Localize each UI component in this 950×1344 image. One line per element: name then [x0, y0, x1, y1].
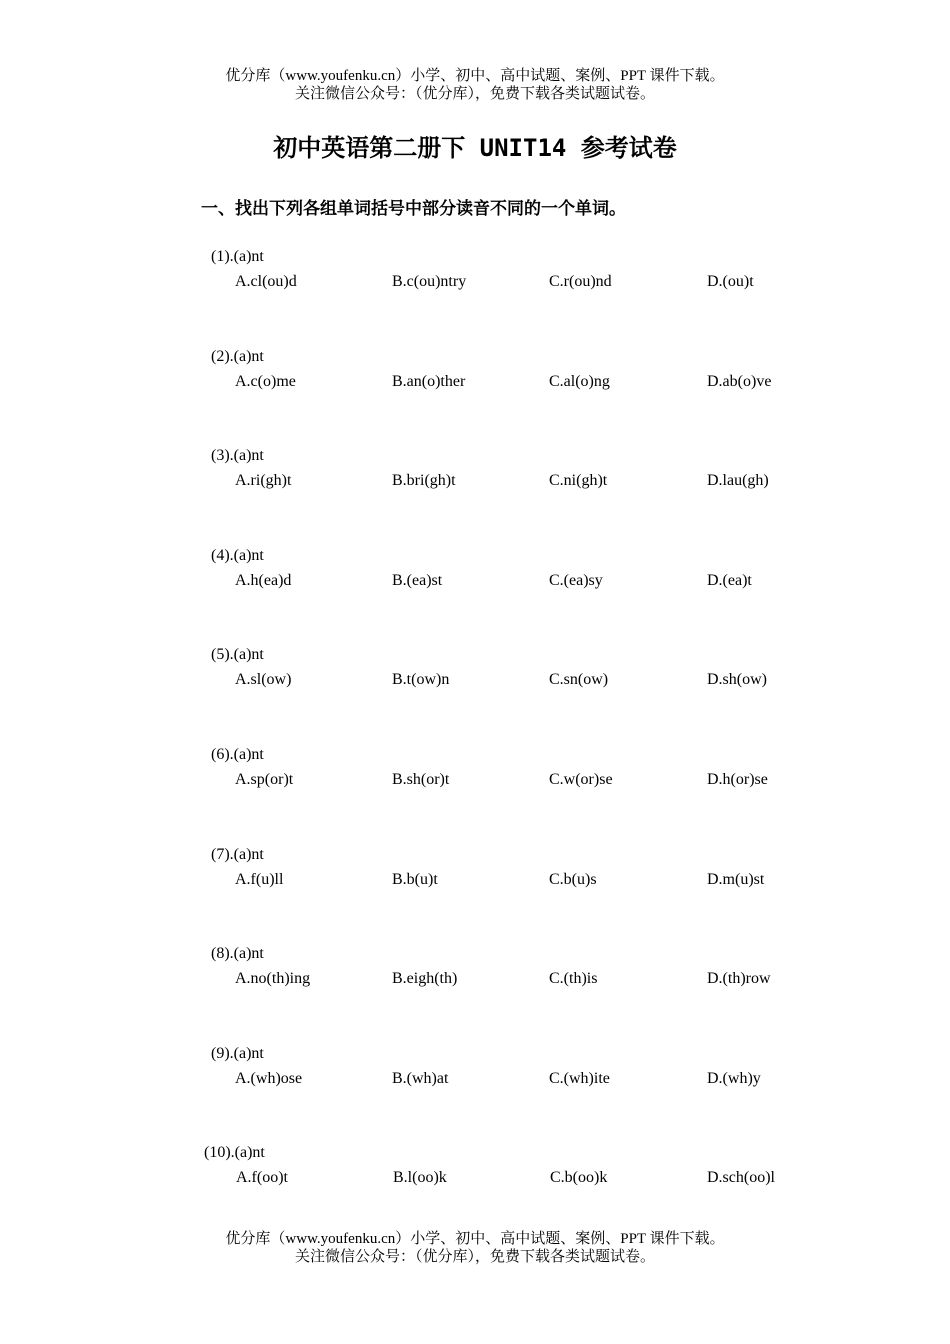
option-a: A.(wh)ose [235, 1070, 303, 1087]
option-a: A.f(u)ll [235, 871, 284, 888]
option-b: B.eigh(th) [392, 970, 458, 987]
question-number: (2).(a)nt [211, 348, 264, 365]
option-c: C.al(o)ng [549, 373, 610, 390]
question-number: (7).(a)nt [211, 846, 264, 863]
question-number: (4).(a)nt [211, 547, 264, 564]
question-number: (1).(a)nt [211, 248, 264, 265]
option-d: D.sh(ow) [707, 671, 767, 688]
header-line-2: 关注微信公众号：（优分库），免费下载各类试题试卷。 [294, 86, 655, 102]
option-c: C.(th)is [549, 970, 598, 987]
option-a: A.sp(or)t [235, 771, 294, 788]
question-item [0, 845, 950, 905]
option-d: D.(ou)t [707, 273, 754, 290]
question-item [0, 1143, 950, 1203]
option-c: C.sn(ow) [549, 671, 609, 688]
question-item [0, 645, 950, 705]
option-a: A.h(ea)d [235, 572, 292, 589]
option-d: D.(wh)y [707, 1070, 761, 1087]
option-c: C.(wh)ite [549, 1070, 610, 1087]
option-c: C.b(u)s [549, 871, 597, 888]
footer-line-2: 关注微信公众号：（优分库），免费下载各类试题试卷。 [294, 1249, 655, 1265]
option-b: B.(ea)st [392, 572, 443, 589]
footer-line-1: 优分库（www.youfenku.cn）小学、初中、高中试题、案例、PPT 课件下载。 [225, 1231, 725, 1247]
question-item [0, 745, 950, 805]
section-heading: 一、找出下列各组单词括号中部分读音不同的一个单词。 [201, 199, 626, 219]
option-b: B.(wh)at [392, 1070, 449, 1087]
option-d: D.m(u)st [707, 871, 765, 888]
option-c: C.b(oo)k [550, 1169, 608, 1186]
option-a: A.cl(ou)d [235, 273, 297, 290]
option-b: B.b(u)t [392, 871, 438, 888]
question-number: (5).(a)nt [211, 646, 264, 663]
option-b: B.sh(or)t [392, 771, 450, 788]
option-d: D.(ea)t [707, 572, 752, 589]
option-a: A.no(th)ing [235, 970, 311, 987]
page-title: 初中英语第二册下 UNIT14 参考试卷 [273, 134, 677, 162]
question-number: (8).(a)nt [211, 945, 264, 962]
header-line-1: 优分库（www.youfenku.cn）小学、初中、高中试题、案例、PPT 课件下载。 [225, 68, 725, 84]
option-d: D.sch(oo)l [707, 1169, 775, 1186]
option-d: D.ab(o)ve [707, 373, 772, 390]
option-b: B.bri(gh)t [392, 472, 456, 489]
question-item [0, 347, 950, 407]
question-number: (9).(a)nt [211, 1045, 264, 1062]
option-c: C.w(or)se [549, 771, 613, 788]
option-a: A.c(o)me [235, 373, 296, 390]
question-item [0, 546, 950, 606]
option-c: C.r(ou)nd [549, 273, 612, 290]
option-a: A.ri(gh)t [235, 472, 292, 489]
question-number: (10).(a)nt [204, 1144, 265, 1161]
option-a: A.f(oo)t [236, 1169, 288, 1186]
option-c: C.(ea)sy [549, 572, 603, 589]
question-item [0, 1044, 950, 1104]
question-number: (6).(a)nt [211, 746, 264, 763]
question-item [0, 944, 950, 1004]
option-d: D.(th)row [707, 970, 771, 987]
question-item [0, 446, 950, 506]
option-b: B.l(oo)k [393, 1169, 447, 1186]
option-c: C.ni(gh)t [549, 472, 608, 489]
option-b: B.c(ou)ntry [392, 273, 467, 290]
option-d: D.h(or)se [707, 771, 768, 788]
option-b: B.t(ow)n [392, 671, 450, 688]
question-item [0, 247, 950, 307]
question-number: (3).(a)nt [211, 447, 264, 464]
option-a: A.sl(ow) [235, 671, 292, 688]
option-b: B.an(o)ther [392, 373, 466, 390]
option-d: D.lau(gh) [707, 472, 769, 489]
